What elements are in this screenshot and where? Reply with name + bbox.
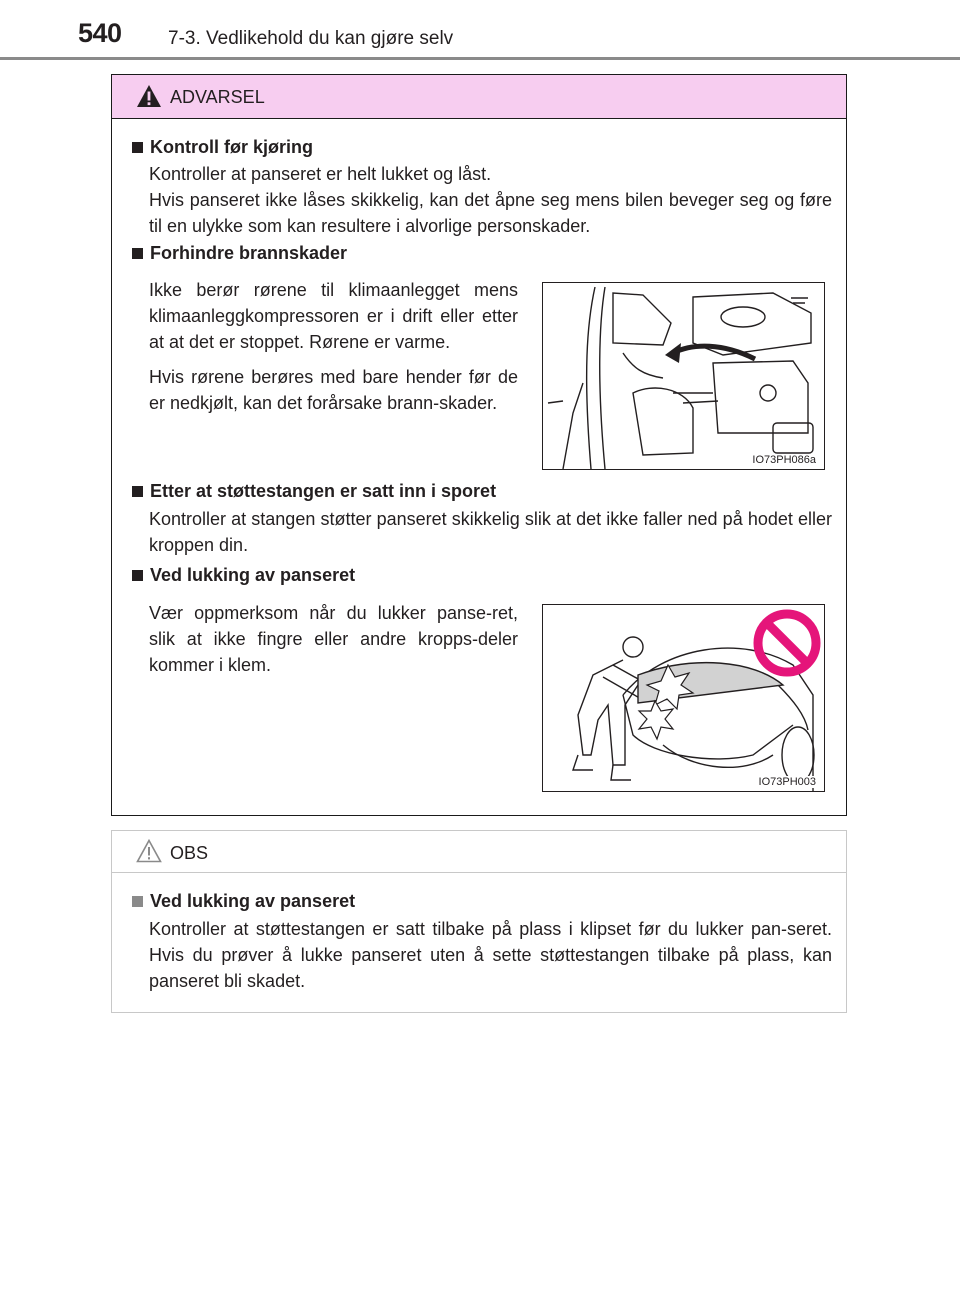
- notice-section-lukking: [132, 889, 832, 994]
- bullet-square-icon: [132, 486, 143, 497]
- paragraph: Hvis panseret ikke låses skikkelig, kan det åpne seg mens bilen beveger seg og føre til en ulykke som kan resultere i alvorlige personskader.: [149, 190, 832, 236]
- warning-header: [112, 75, 846, 119]
- section-heading: Forhindre brannskader: [132, 241, 832, 265]
- engine-bay-illustration: [543, 283, 824, 469]
- notice-header: [112, 831, 846, 873]
- section-lukking: [132, 563, 832, 587]
- paragraph: Kontroller at støttestangen er satt tilbake på plass i klipset før du lukker pan-seret. Hvis du prøver å lukke panseret uten å sette støttestangen tilbake på plass, kan panseret bli skadet.: [149, 919, 832, 991]
- paragraph: Kontroller at stangen støtter panseret skikkelig slik at det ikke faller ned på hodet eller kroppen din.: [149, 509, 832, 555]
- header-divider: [0, 57, 960, 60]
- closing-hood-illustration: [543, 605, 824, 791]
- page-header: [0, 0, 960, 60]
- page-number: 540: [78, 18, 122, 48]
- bullet-square-icon: [132, 142, 143, 153]
- closing-hood-figure: [542, 604, 825, 792]
- section-heading: Ved lukking av panseret: [132, 563, 832, 587]
- warning-triangle-icon: [136, 84, 162, 108]
- warning-box: [111, 74, 847, 816]
- section-heading: Ved lukking av panseret: [132, 889, 832, 913]
- paragraph: Hvis rørene berøres med bare hender før de er nedkjølt, kan det forårsake brann-skader.: [149, 367, 518, 413]
- engine-bay-figure: [542, 282, 825, 470]
- section-heading: Kontroll før kjøring: [132, 135, 832, 159]
- bullet-square-icon: [132, 248, 143, 259]
- paragraph: Kontroller at panseret er helt lukket og låst.: [149, 164, 492, 184]
- paragraph: Ikke berør rørene til klimaanlegget mens klimaanleggkompressoren er i drift eller etter at at det er stoppet. Rørene er varme.: [149, 280, 518, 352]
- bullet-square-icon: [132, 896, 143, 907]
- warning-label: ADVARSEL: [170, 87, 265, 107]
- section-heading: Etter at støttestangen er satt inn i sporet: [132, 479, 832, 503]
- notice-label: OBS: [170, 843, 209, 863]
- section-brannskader-text: [149, 277, 518, 425]
- bullet-square-icon: [132, 570, 143, 581]
- section-title: 7-3. Vedlikehold du kan gjøre selv: [168, 28, 454, 49]
- caution-triangle-icon: [136, 839, 162, 863]
- section-lukking-text: [149, 600, 518, 687]
- notice-box: [111, 830, 847, 1013]
- figure-code: IO73PH003: [758, 776, 816, 788]
- section-stottestang: [132, 479, 832, 558]
- paragraph: Vær oppmerksom når du lukker panse-ret, slik at ikke fingre eller andre kropps-deler kommer i klem.: [149, 603, 518, 675]
- figure-code: IO73PH086a: [752, 454, 816, 466]
- section-kontroll: [132, 135, 832, 239]
- section-brannskader: [132, 241, 832, 265]
- prohibition-icon: [758, 614, 816, 672]
